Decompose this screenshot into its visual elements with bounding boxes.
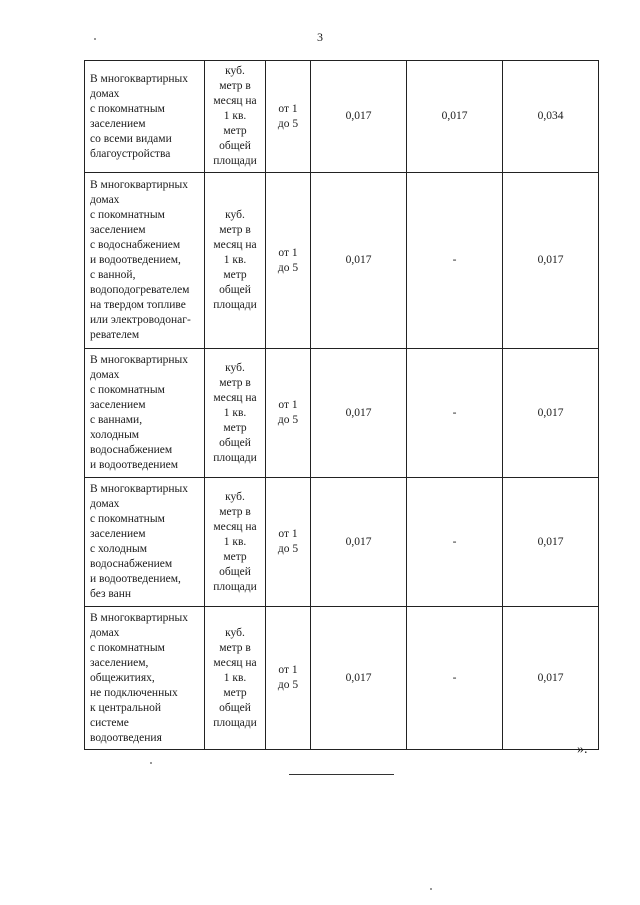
row-value-2: - [407,173,503,349]
row-unit: куб. метр в месяц на 1 кв. метр общей площади [205,173,266,349]
row-value-3: 0,017 [503,173,599,349]
row-value-2: 0,017 [407,61,503,173]
row-value-1: 0,017 [311,173,407,349]
row-description: В многоквартирных домах с покомнатным заселением с ваннами, холодным водоснабжением и водоотведением [85,349,205,478]
row-description: В многоквартирных домах с покомнатным заселением с водоснабжением и водоотведением, с ванной, водоподогревателем на твердом топливе или электроводонаг- ревателем [85,173,205,349]
row-floors: от 1 до 5 [266,478,311,607]
row-value-3: 0,034 [503,61,599,173]
scan-speck [94,38,96,40]
row-value-2: - [407,478,503,607]
table-row [85,607,599,750]
row-floors: от 1 до 5 [266,61,311,173]
row-description: В многоквартирных домах с покомнатным заселением со всеми видами благоустройства [85,61,205,173]
row-value-1: 0,017 [311,61,407,173]
scan-speck [430,888,432,890]
row-value-3: 0,017 [503,607,599,750]
row-value-1: 0,017 [311,478,407,607]
table-row [85,478,599,607]
row-floors: от 1 до 5 [266,607,311,750]
row-floors: от 1 до 5 [266,349,311,478]
table-row [85,61,599,173]
row-unit: куб. метр в месяц на 1 кв. метр общей площади [205,349,266,478]
row-description: В многоквартирных домах с покомнатным заселением, общежитиях, не подключенных к центральной системе водоотведения [85,607,205,750]
row-unit: куб. метр в месяц на 1 кв. метр общей площади [205,61,266,173]
end-of-document-rule [289,774,394,775]
row-value-3: 0,017 [503,349,599,478]
row-description: В многоквартирных домах с покомнатным заселением с холодным водоснабжением и водоотведением, без ванн [85,478,205,607]
row-value-3: 0,017 [503,478,599,607]
row-value-2: - [407,607,503,750]
table-row [85,349,599,478]
row-value-1: 0,017 [311,607,407,750]
closing-quote-mark: ». [577,742,588,757]
scan-speck [150,762,152,764]
row-unit: куб. метр в месяц на 1 кв. метр общей площади [205,607,266,750]
row-floors: от 1 до 5 [266,173,311,349]
table-row [85,173,599,349]
row-unit: куб. метр в месяц на 1 кв. метр общей площади [205,478,266,607]
row-value-2: - [407,349,503,478]
page-number: 3 [317,30,323,44]
tariff-table [84,60,599,750]
row-value-1: 0,017 [311,349,407,478]
